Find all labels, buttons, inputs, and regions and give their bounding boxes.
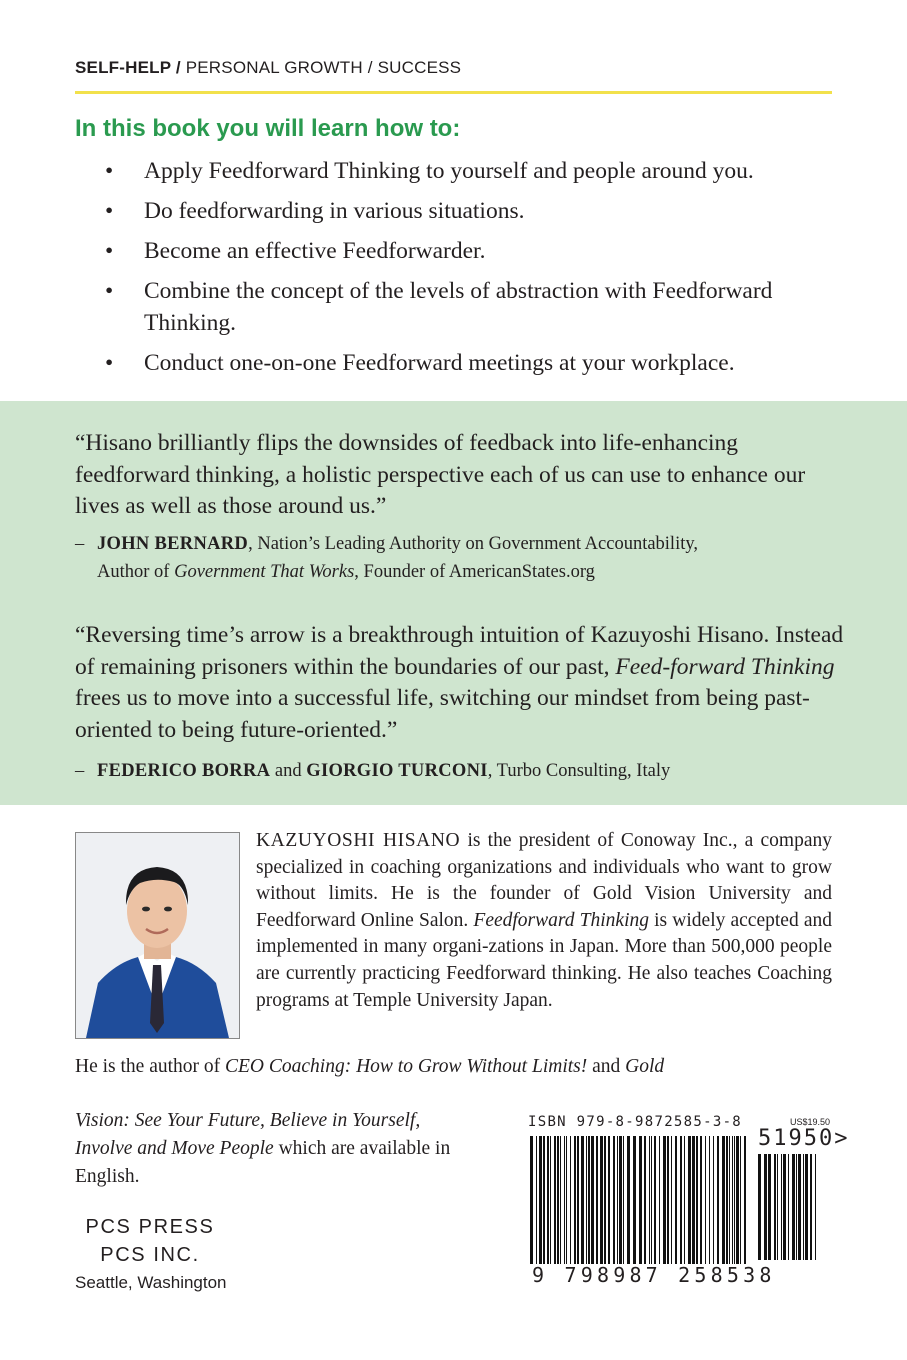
list-item-text: Apply Feedforward Thinking to yourself and people around you. (144, 158, 754, 184)
barcode-bar (613, 1136, 615, 1264)
list-item-text: Combine the concept of the levels of abstraction with Feedforward Thinking. (144, 278, 773, 336)
bullet-icon: • (105, 198, 114, 224)
barcode-bar (774, 1154, 776, 1260)
barcode-bar (810, 1154, 812, 1260)
barcode-bar (722, 1136, 725, 1264)
barcode-bar (792, 1154, 795, 1260)
yellow-divider (75, 91, 832, 94)
author-photo (75, 832, 240, 1039)
barcode-bar (586, 1136, 587, 1264)
barcode-bar (659, 1136, 660, 1264)
barcode-bar (798, 1154, 801, 1260)
author-bio (256, 828, 832, 1014)
barcode-bar (530, 1136, 533, 1264)
book-title-2a: Gold (625, 1056, 665, 1077)
endorser-book: Government That Works (174, 562, 355, 582)
author-name: KAZUYOSHI HISANO (256, 830, 461, 851)
bio-book-title: Feedforward Thinking (473, 909, 649, 931)
quote-book-title: Feed-forward Thinking (615, 653, 835, 680)
price-label: US$19.50 (790, 1117, 831, 1127)
barcode-bar (588, 1136, 590, 1264)
list-item-text: Conduct one-on-one Feedforward meetings at your workplace. (144, 350, 735, 376)
barcode-bar (709, 1136, 710, 1264)
barcode-bar (815, 1154, 816, 1260)
barcode-bar (684, 1136, 685, 1264)
list-item-text: Become an effective Feedforwarder. (144, 238, 486, 264)
publisher-location: Seattle, Washington (75, 1273, 227, 1292)
isbn-barcode (520, 1114, 850, 1294)
barcode-bar (604, 1136, 606, 1264)
barcode-bar (680, 1136, 682, 1264)
quote-text: “Reversing time’s arrow is a breakthrough intuition of Kazuyoshi Hisano. Instead of remaining prisoners within the boundaries of our past, (75, 622, 844, 680)
barcode-bar (688, 1136, 691, 1264)
endorser-tail: , Founder of AmericanStates.org (354, 562, 595, 582)
barcode-bar (623, 1136, 624, 1264)
book-title-2b: Vision: See Your Future, Believe in Yourself, (75, 1110, 421, 1131)
barcode-bar (717, 1136, 719, 1264)
barcode-bar (663, 1136, 666, 1264)
list-item (75, 195, 845, 227)
barcode-bar (644, 1136, 646, 1264)
list-item (75, 275, 845, 339)
barcode-bar (654, 1136, 656, 1264)
barcode-bar (557, 1136, 559, 1264)
barcode-bar (577, 1136, 579, 1264)
endorsement-quote-2 (75, 620, 845, 746)
category-bold: SELF-HELP / (75, 58, 181, 77)
dash: – (75, 761, 85, 781)
endorser-author-of: Author of (97, 562, 175, 582)
barcode-bar (539, 1136, 542, 1264)
barcode-bar (627, 1136, 630, 1264)
quote-text: frees us to move into a successful life, switching our mindset from being past-oriented to being future-oriented.” (75, 685, 810, 743)
author-books-cont (75, 1107, 515, 1191)
barcode-bar (803, 1154, 804, 1260)
barcode-bar (734, 1136, 735, 1264)
barcode-bar (547, 1136, 549, 1264)
endorser-name: GIORGIO TURCONI (306, 761, 488, 781)
barcode-bar (758, 1154, 761, 1260)
bio-text: is widely accepted and implemented in many organi-zations in Japan. More than 500,000 people are currently practicing Feedforward thinking. He also teaches Coaching programs at Temple University Japan. (256, 909, 832, 1011)
isbn-label: ISBN 979-8-9872585-3-8 (528, 1114, 743, 1130)
barcode-bar (554, 1136, 556, 1264)
barcode-bar (564, 1136, 565, 1264)
books-text: which are available in English. (75, 1138, 451, 1187)
category-line (75, 58, 461, 78)
barcode-bar (736, 1136, 739, 1264)
barcode-bar (581, 1136, 584, 1264)
barcode-bar (764, 1154, 767, 1260)
barcode-bar (796, 1154, 797, 1260)
barcode-bar (591, 1136, 594, 1264)
barcode-bar (574, 1136, 576, 1264)
supplement-digits: 51950> (758, 1126, 850, 1151)
author-books (75, 1053, 832, 1080)
books-text: and (587, 1056, 626, 1077)
barcode-bar (667, 1136, 669, 1264)
bullet-icon: • (105, 238, 114, 264)
barcode-bar (550, 1136, 551, 1264)
barcode-bar (713, 1136, 714, 1264)
supplement-barcode-bars (756, 1154, 824, 1262)
barcode-bar (600, 1136, 603, 1264)
barcode-bar (633, 1136, 636, 1264)
bullet-icon: • (105, 158, 114, 184)
barcode-bar (671, 1136, 672, 1264)
bio-text: is the president of Conoway Inc., a company specialized in coaching organizations and individuals who want to grow without limits. He is the founder of Gold Vision University and Feedforward Online Salon. (256, 830, 833, 931)
bullet-icon: • (105, 350, 114, 376)
barcode-bar (740, 1136, 741, 1264)
barcode-bar (560, 1136, 561, 1264)
barcode-bar (570, 1136, 571, 1264)
category-rest: PERSONAL GROWTH / SUCCESS (180, 58, 462, 77)
list-item-text: Do feedforwarding in various situations. (144, 198, 525, 224)
barcode-bar (705, 1136, 706, 1264)
books-text: He is the author of (75, 1056, 226, 1077)
barcode-bar (536, 1136, 537, 1264)
and-text: and (270, 761, 307, 781)
endorsement-panel (0, 401, 907, 805)
barcode-bar (732, 1136, 733, 1264)
barcode-bar (675, 1136, 677, 1264)
barcode-bar (596, 1136, 598, 1264)
barcode-bar (783, 1154, 786, 1260)
bullet-icon: • (105, 278, 114, 304)
publisher-inc: PCS INC. (100, 1244, 200, 1266)
learn-heading: In this book you will learn how to: (75, 115, 461, 142)
barcode-bar (619, 1136, 622, 1264)
barcode-bar (788, 1154, 789, 1260)
endorsement-attribution-1 (75, 530, 845, 586)
barcode-bar (768, 1154, 771, 1260)
endorsement-attribution-2 (75, 757, 845, 785)
barcode-bar (649, 1136, 650, 1264)
endorser-name: FEDERICO BORRA (97, 761, 271, 781)
barcode-digits: 9 798987 258538 (532, 1263, 776, 1287)
barcode-bar (543, 1136, 545, 1264)
learn-list (75, 155, 845, 387)
barcode-bar (777, 1154, 778, 1260)
barcode-bar (692, 1136, 695, 1264)
barcode-bar (651, 1136, 652, 1264)
barcode-bar (566, 1136, 567, 1264)
author-portrait-image (76, 833, 239, 1038)
list-item (75, 155, 845, 187)
endorser-name: JOHN BERNARD (97, 534, 249, 554)
endorser-tail: , Turbo Consulting, Italy (487, 761, 671, 781)
list-item (75, 347, 845, 379)
book-title-1: CEO Coaching: How to Grow Without Limits! (225, 1056, 588, 1077)
barcode-bar (608, 1136, 610, 1264)
barcode-bar (805, 1154, 808, 1260)
barcode-bar (639, 1136, 642, 1264)
list-item (75, 235, 845, 267)
book-title-2c: Involve and Move People (75, 1138, 274, 1159)
barcode-bar (781, 1154, 782, 1260)
barcode-bar (726, 1136, 728, 1264)
barcode-bar (700, 1136, 702, 1264)
publisher-press: PCS PRESS (85, 1216, 215, 1238)
barcode-bar (696, 1136, 698, 1264)
barcode-bar (617, 1136, 618, 1264)
endorser-role: , Nation’s Leading Authority on Government Accountability, (248, 534, 699, 554)
barcode-bar (744, 1136, 746, 1264)
endorsement-quote-1: “Hisano brilliantly flips the downsides of feedback into life-enhancing feedforward thinking, a holistic perspective each of us can use to enhance our lives as well as those around us.” (75, 430, 806, 519)
barcode-bar (729, 1136, 730, 1264)
publisher-block (75, 1213, 255, 1293)
dash: – (75, 534, 85, 554)
